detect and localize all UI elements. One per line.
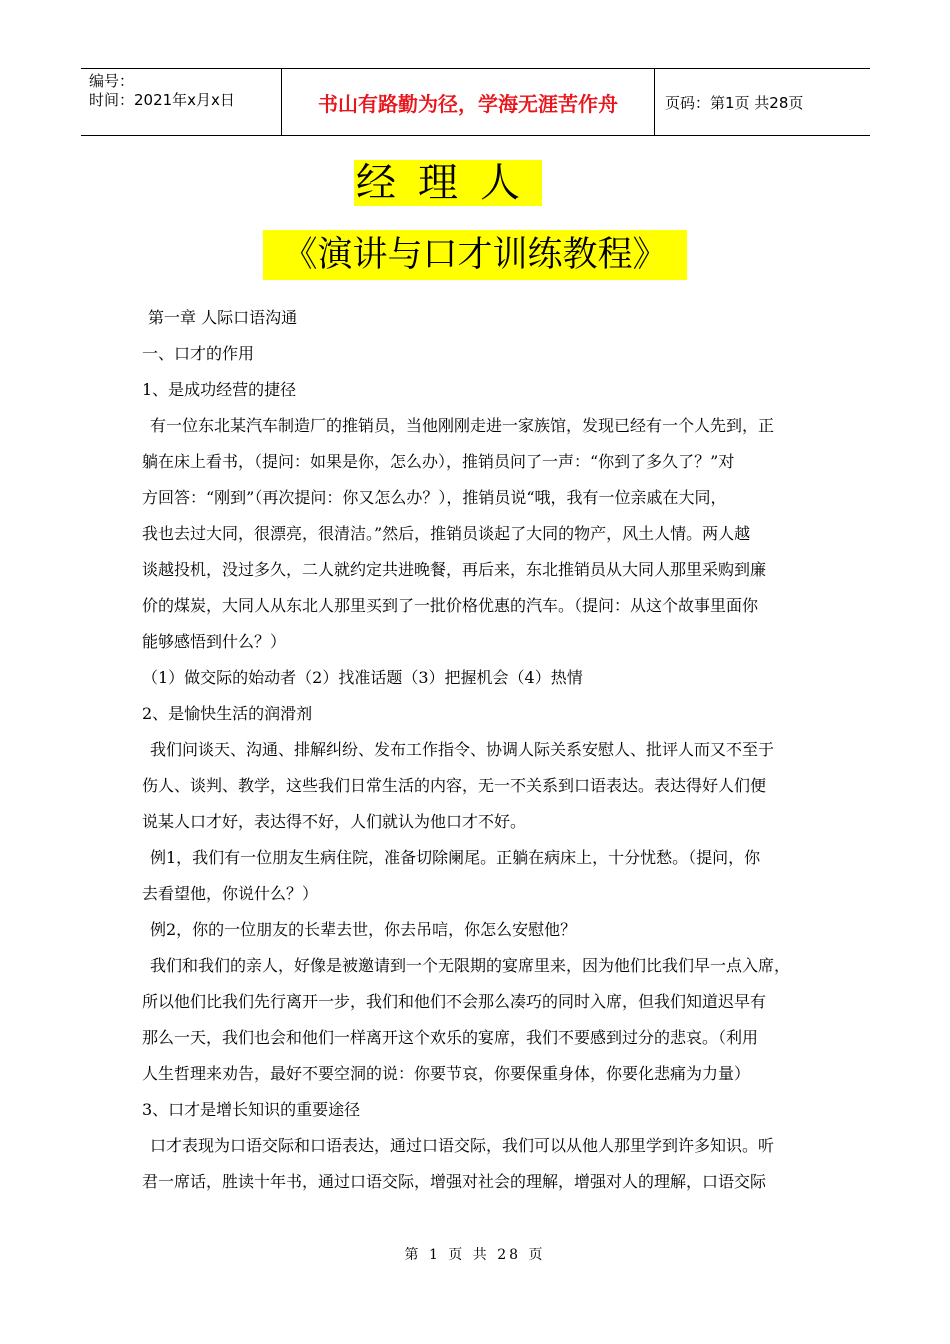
paragraph-line: 我也去过大同，很漂亮，很清洁。”然后，推销员谈起了大同的物产，风土人情。两人越 [142,524,751,543]
header-table [81,68,870,136]
paragraph-line: 例2，你的一位朋友的长辈去世，你去吊唁，你怎么安慰他？ [150,920,577,939]
paragraph-line: 人生哲理来劝告，最好不要空洞的说：你要节哀，你要保重身体，你要化悲痛为力量） [142,1064,751,1083]
header-mid-cell [281,69,655,135]
section-heading: 一、口才的作用 [142,344,255,363]
time-label: 时间：2021年x月x日 [89,91,235,109]
paragraph-line: 说某人口才好，表达得不好，人们就认为他口才不好。 [142,812,527,831]
paragraph-line: 伤人、谈判、教学，这些我们日常生活的内容，无一不关系到口语表达。表达得好人们便 [142,776,767,795]
paragraph-line: 例1，我们有一位朋友生病住院，准备切除阑尾。正躺在病床上，十分忧愁。（提问，你 [150,848,761,867]
subsection-heading: 3、口才是增长知识的重要途径 [142,1100,361,1119]
paragraph-line: 君一席话，胜读十年书，通过口语交际，增强对社会的理解，增强对人的理解，口语交际 [142,1172,767,1191]
page-footer: 第 1 页 共 28 页 [404,1247,546,1263]
paragraph-line: 口才表现为口语交际和口语表达，通过口语交际，我们可以从他人那里学到许多知识。听 [150,1136,775,1155]
paragraph-line: 我们问谈天、沟通、排解纠纷、发布工作指令、协调人际关系安慰人、批评人而又不至于 [150,740,775,759]
paragraph-line: 方回答：“刚到”（再次提问：你又怎么办？），推销员说“哦，我有一位亲戚在大同， [142,488,727,507]
paragraph-line: 谈越投机，没过多久，二人就约定共进晚餐，再后来，东北推销员从大同人那里采购到廉 [142,560,767,579]
header-left-cell [81,69,281,135]
paragraph-line: 有一位东北某汽车制造厂的推销员，当他刚刚走进一家族馆，发现已经有一个人先到，正 [150,416,775,435]
paragraph-line: 价的煤炭，大同人从东北人那里买到了一批价格优惠的汽车。（提问：从这个故事里面你 [142,596,759,615]
slogan: 书山有路勤为径，学海无涯苦作舟 [318,91,618,116]
chapter-heading: 第一章 人际口语沟通 [148,308,298,327]
paragraph-line: 去看望他，你说什么？） [142,884,319,903]
paragraph-line: 我们和我们的亲人，好像是被邀请到一个无限期的宴席里来，因为他们比我们早一点入席， [150,956,791,975]
body-text [142,300,816,1200]
subsection-heading: 2、是愉快生活的润滑剂 [142,704,313,723]
subsection-heading: 1、是成功经营的捷径 [142,380,297,399]
page-label: 页码：第1页 共28页 [665,93,804,112]
paragraph-line: 所以他们比我们先行离开一步，我们和他们不会那么凑巧的同时入席，但我们知道迟早有 [142,992,767,1011]
header-right-cell [655,69,870,135]
paragraph-line: 能够感悟到什么？） [142,632,287,651]
paragraph-line: 躺在床上看书，（提问：如果是你，怎么办），推销员问了一声：“你到了多久了？”对 [142,452,735,471]
page-title: 经理人 [356,160,542,206]
paragraph-line: 那么一天，我们也会和他们一样离开这个欢乐的宴席，我们不要感到过分的悲哀。（利用 [142,1028,759,1047]
page-subtitle: 《演讲与口才训练教程》 [263,230,687,280]
paragraph-line: （1）做交际的始动者（2）找准话题（3）把握机会（4）热情 [142,668,583,687]
number-label: 编号： [89,72,135,90]
